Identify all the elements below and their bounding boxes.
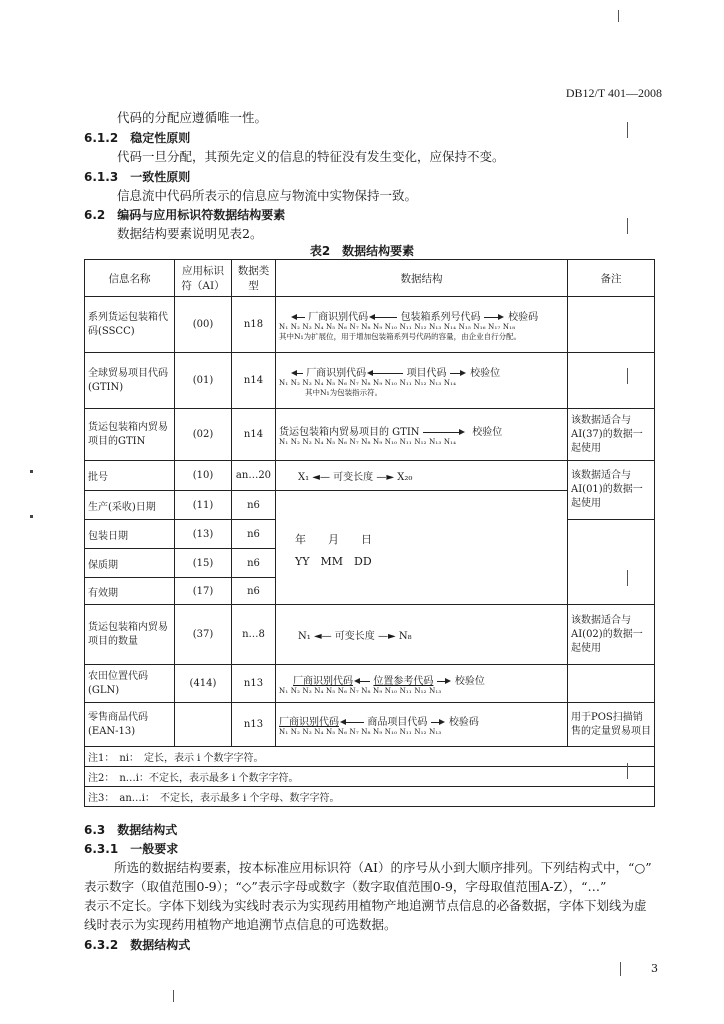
data-type: n6	[232, 578, 276, 605]
body-line: 数据结构要素说明见表2。	[117, 226, 263, 241]
scan-mark	[618, 10, 619, 22]
structure-label: 厂商识别代码	[308, 311, 369, 323]
scan-mark	[627, 122, 628, 138]
table-row	[85, 461, 655, 491]
ai-code: (37)	[175, 605, 232, 665]
scan-mark	[627, 218, 628, 234]
data-structure-table	[84, 259, 655, 807]
structure-label: 校验位	[454, 676, 485, 687]
structure-label: 厂商识别代码	[293, 676, 353, 687]
info-name: 零售商品代码(EAN-13)	[85, 703, 175, 747]
arrow-left-icon	[356, 681, 370, 682]
structure-label: 项目代码	[406, 367, 447, 379]
paragraph	[84, 858, 654, 934]
data-type: n18	[232, 297, 276, 353]
structure-cell	[276, 353, 568, 409]
scan-mark	[627, 763, 628, 779]
scan-mark	[173, 990, 174, 1002]
header-cell: 数据结构	[276, 260, 568, 297]
table-row	[85, 353, 655, 409]
remark-cell: 用于POS扫描销售的定量贸易项目	[568, 703, 655, 747]
structure-label: 校验位	[472, 427, 503, 438]
remark-cell: 该数据适合与AI(37)的数据一起使用	[568, 409, 655, 461]
table-row	[85, 605, 655, 665]
ai-code: (11)	[175, 491, 232, 520]
arrow-right-icon	[450, 373, 464, 374]
section-heading: 6.1.2 稳定性原则	[84, 131, 191, 145]
paragraph-line: 所选的数据结构要素，按本标准应用标识符（AI）的序号从小到大顺序排列。下列结构式中，“○”	[114, 860, 652, 875]
info-name: 生产(采收)日期	[85, 491, 175, 520]
table-row	[85, 297, 655, 353]
table-note-row	[85, 747, 655, 767]
remark-cell	[568, 665, 655, 703]
arrow-left-icon	[342, 722, 364, 723]
scan-mark	[620, 962, 621, 976]
scan-dot	[30, 470, 33, 473]
arrow-left-icon	[293, 373, 303, 374]
ai-code: (17)	[175, 578, 232, 605]
body-line: 信息流中代码所表示的信息应与物流中实物保持一致。	[117, 188, 418, 203]
section-heading: 6.1.3 一致性原则	[84, 170, 191, 184]
remark-cell	[568, 520, 655, 605]
digit-sequence: N₁ N₂ N₃ N₄ N₅ N₆ N₇ N₈ N₉ N₁₀ N₁₁ N₁₂ N₁₃	[279, 728, 442, 736]
arrow-right-icon	[431, 722, 443, 723]
remark-cell	[568, 353, 655, 409]
structure-note: 其中N₁为包装指示符。	[305, 387, 383, 397]
table-row	[85, 409, 655, 461]
table-header-row	[85, 260, 655, 297]
header-cell: 数据类型	[232, 260, 276, 297]
structure-label: 校验码	[448, 717, 479, 728]
arrow-right-icon	[484, 317, 502, 318]
remark-cell	[568, 297, 655, 353]
structure-cell: X₁ ◄— 可变长度 —► X₂₀	[276, 461, 568, 491]
table-note: 注2： n…i：不定长，表示最多 i 个数字字符。	[85, 767, 655, 787]
structure-cell	[276, 409, 568, 461]
section-heading: 6.3 数据结构式	[84, 823, 178, 837]
ai-code	[175, 703, 232, 747]
header-cell: 备注	[568, 260, 655, 297]
data-type: n…8	[232, 605, 276, 665]
table-note-row	[85, 787, 655, 807]
structure-label: 货运包装箱内贸易项目的 GTIN	[279, 427, 420, 438]
table-caption: 表2 数据结构要素	[309, 244, 415, 258]
body-line: 代码一旦分配，其预先定义的信息的特征没有发生变化，应保持不变。	[117, 149, 505, 164]
ai-code: (01)	[175, 353, 232, 409]
structure-label: 校验码	[508, 311, 539, 323]
ai-code: (00)	[175, 297, 232, 353]
structure-note: 其中N₁为扩展位，用于增加包装箱系列号代码的容量，由企业自行分配。	[279, 331, 522, 341]
structure-label: 校验位	[470, 367, 501, 379]
remark-cell: 该数据适合与AI(01)的数据一起使用	[568, 461, 655, 520]
section-heading: 6.3.2 数据结构式	[84, 938, 191, 952]
ai-code: (02)	[175, 409, 232, 461]
arrow-right-icon	[423, 432, 463, 433]
digit-sequence: N₁ N₂ N₃ N₄ N₅ N₆ N₇ N₈ N₉ N₁₀ N₁₁ N₁₂ N₁₃ N₁₄	[279, 378, 457, 387]
info-name: 系列货运包装箱代码(SSCC)	[85, 297, 175, 353]
scan-dot	[30, 515, 33, 518]
data-type: n6	[232, 549, 276, 578]
data-type: n13	[232, 665, 276, 703]
ai-code: (13)	[175, 520, 232, 549]
data-type: n6	[232, 520, 276, 549]
table-note: 注3： an…i： 不定长，表示最多 i 个字母、数字字符。	[85, 787, 655, 807]
arrow-right-icon	[437, 681, 449, 682]
arrow-left-icon	[293, 317, 305, 318]
structure-label: 包装箱系列号代码	[400, 311, 481, 323]
paragraph-line: 线时表示为实现药用植物产地追溯节点信息的可选数据。	[84, 917, 397, 932]
ai-code: (15)	[175, 549, 232, 578]
structure-cell: N₁ ◄— 可变长度 —► N₈	[276, 605, 568, 665]
paragraph-line: 表示数字（取值范围0-9）；“◇”表示字母或数字（数字取值范围0-9，字母取值范围A-Z），“…”	[84, 879, 607, 894]
body-line: 代码的分配应遵循唯一性。	[117, 110, 268, 125]
table-row	[85, 703, 655, 747]
info-name: 保质期	[85, 549, 175, 578]
date-format-cn: 年 月 日	[295, 532, 372, 546]
structure-label: 厂商识别代码	[306, 367, 367, 379]
digit-sequence: N₁ N₂ N₃ N₄ N₅ N₆ N₇ N₈ N₉ N₁₀ N₁₁ N₁₂ N₁₃ N₁₄ N₁₅ N₁₆ N₁₇ N₁₈	[279, 322, 516, 331]
date-structure-cell	[276, 491, 568, 605]
ai-code: (414)	[175, 665, 232, 703]
structure-cell	[276, 703, 568, 747]
structure-cell	[276, 665, 568, 703]
structure-label: 厂商识别代码	[279, 717, 339, 728]
structure-label: 商品项目代码	[367, 717, 428, 728]
digit-sequence: N₁ N₂ N₃ N₄ N₅ N₆ N₇ N₈ N₉ N₁₀ N₁₁ N₁₂ N₁₃	[279, 687, 442, 695]
section-heading: 6.3.1 一般要求	[84, 842, 179, 856]
data-type: n13	[232, 703, 276, 747]
data-type: an…20	[232, 461, 276, 491]
date-format-en: YY MM DD	[295, 554, 372, 568]
table-note: 注1： ni： 定长，表示 i 个数字字符。	[85, 747, 655, 767]
scan-mark	[627, 570, 628, 586]
table-row	[85, 665, 655, 703]
header-cell: 信息名称	[85, 260, 175, 297]
arrow-left-icon	[369, 373, 403, 374]
digit-sequence: N₁ N₂ N₃ N₄ N₅ N₆ N₇ N₈ N₉ N₁₀ N₁₁ N₁₂ N₁₃ N₁₄	[279, 438, 457, 446]
section-heading: 6.2 编码与应用标识符数据结构要素	[84, 208, 286, 222]
data-type: n14	[232, 353, 276, 409]
structure-cell	[276, 297, 568, 353]
data-type: n14	[232, 409, 276, 461]
remark-cell: 该数据适合与AI(02)的数据一起使用	[568, 605, 655, 665]
table-note-row	[85, 767, 655, 787]
info-name: 货运包装箱内贸易项目的数量	[85, 605, 175, 665]
structure-label: 位置参考代码	[373, 676, 434, 687]
info-name: 全球贸易项目代码(GTIN)	[85, 353, 175, 409]
ai-code: (10)	[175, 461, 232, 491]
doc-code-header: DB12/T 401—2008	[565, 86, 662, 100]
header-cell: 应用标识符（AI）	[175, 260, 232, 297]
info-name: 货运包装箱内贸易项目的GTIN	[85, 409, 175, 461]
info-name: 批号	[85, 461, 175, 491]
scan-mark	[627, 368, 628, 384]
arrow-left-icon	[371, 317, 397, 318]
page-number: 3	[651, 962, 658, 975]
paragraph-line: 表示不定长。字体下划线为实线时表示为实现药用植物产地追溯节点信息的必备数据，字体下划线为虚	[84, 898, 647, 913]
info-name: 有效期	[85, 578, 175, 605]
data-type: n6	[232, 491, 276, 520]
info-name: 包装日期	[85, 520, 175, 549]
info-name: 农田位置代码(GLN)	[85, 665, 175, 703]
